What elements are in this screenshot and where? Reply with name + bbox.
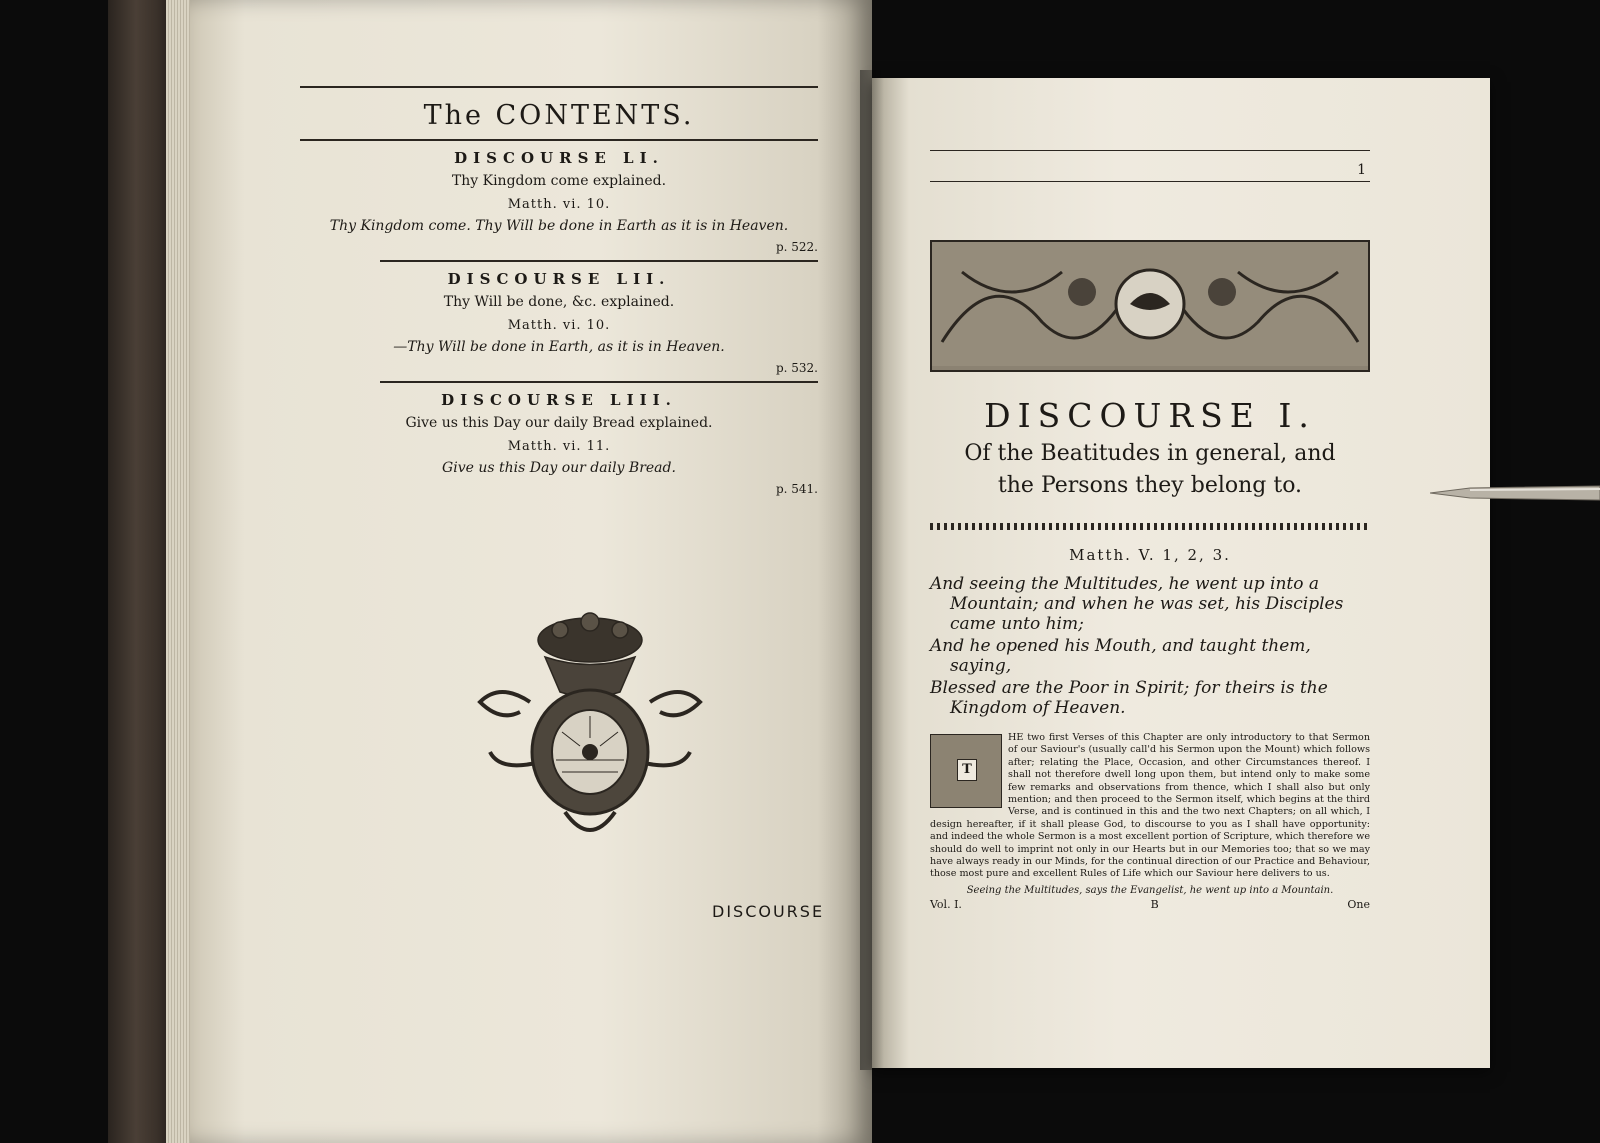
entry-reference: Matth. vi. 10.	[507, 197, 611, 212]
discourse-subtitle-line2: the Persons they belong to.	[997, 473, 1303, 498]
contents-entry	[300, 270, 818, 375]
entry-page: p. 541.	[775, 482, 818, 496]
entry-separator	[380, 381, 818, 383]
scripture-verse: And seeing the Multitudes, he went up into a Mountain; and when he was set, his Disciples came unto him;	[930, 574, 1344, 634]
discourse-page	[930, 150, 1370, 911]
headpiece-engraving	[932, 242, 1368, 366]
entry-subtitle: Thy Kingdom come explained.	[451, 173, 667, 189]
scripture-verse: Blessed are the Poor in Spirit; for theirs is the Kingdom of Heaven.	[930, 678, 1328, 718]
page-number: 1	[1357, 162, 1366, 178]
scripture-verse: And he opened his Mouth, and taught them, saying,	[930, 636, 1311, 676]
signature-line	[930, 898, 1370, 911]
entry-subtitle: Thy Will be done, &c. explained.	[443, 294, 675, 310]
contents-header: The CONTENTS.	[423, 100, 695, 131]
entry-reference: Matth. vi. 10.	[507, 318, 611, 333]
body-last-line: Seeing the Multitudes, says the Evangelist, he went up into a Mountain.	[966, 884, 1334, 896]
entry-verse: Thy Kingdom come. Thy Will be done in Earth as it is in Heaven.	[329, 218, 789, 234]
ornamental-rule	[930, 523, 1370, 530]
entry-page: p. 522.	[775, 240, 818, 254]
scripture-text	[930, 574, 1370, 718]
top-rule	[930, 150, 1370, 151]
contents-entry	[300, 149, 818, 254]
header-rule	[930, 181, 1370, 182]
entry-heading: DISCOURSE LIII.	[441, 391, 677, 409]
discourse-title: DISCOURSE I.	[984, 396, 1316, 435]
entry-subtitle: Give us this Day our daily Bread explained.	[405, 415, 713, 431]
contents-block	[300, 86, 818, 496]
discourse-subtitle-line1: Of the Beatitudes in general, and	[964, 441, 1336, 466]
drop-letter: T	[957, 759, 977, 781]
header-rule	[300, 139, 818, 141]
volume-mark: Vol. I.	[930, 897, 962, 911]
body-paragraph: HE two first Verses of this Chapter are only introductory to that Sermon of our Saviour's (usually call'd his Sermon upon the Mount) which follows after; relating the Place, Occasion, and other Circumstances thereof. I shall not therefore dwell long upon them, but intend only to make some few remarks and observations from thence, which I shall also but only mention; and then proceed to the Sermon itself, which begins at the third Verse, and is continued in this and the two next Chapters; on all which, I design hereafter, if it shall please God, to discourse to you as I shall have opportunity: and indeed the whole Sermon is a most excellent portion of Scripture, which therefore we should do well to imprint not only in our Hearts but in our Memories too; that so we may have always ready in our Minds, for the continual direction of our Practice and Behaviour, those most pure and excellent Rules of Life which our Saviour here delivers to us.	[930, 732, 1370, 880]
decorated-initial	[930, 734, 1002, 808]
entry-verse: Give us this Day our daily Bread.	[442, 460, 676, 476]
scripture-reference: Matth. V. 1, 2, 3.	[1069, 546, 1231, 564]
catchword: DISCOURSE	[712, 902, 825, 921]
entry-reference: Matth. vi. 11.	[507, 439, 611, 454]
catchword: One	[1347, 897, 1370, 911]
book-gutter	[860, 70, 884, 1070]
metal-pointer-needle	[1430, 482, 1600, 504]
engraved-headpiece-ornament	[930, 240, 1370, 372]
signature-mark: B	[1150, 897, 1159, 911]
entry-separator	[380, 260, 818, 262]
body-text-block	[930, 732, 1370, 881]
contents-entry	[300, 391, 818, 496]
entry-heading: DISCOURSE LII.	[447, 270, 671, 288]
entry-verse: —Thy Will be done in Earth, as it is in Heaven.	[393, 339, 725, 355]
entry-heading: DISCOURSE LI.	[454, 149, 664, 167]
entry-page: p. 532.	[775, 361, 818, 375]
vase-vignette-ornament	[470, 612, 710, 848]
